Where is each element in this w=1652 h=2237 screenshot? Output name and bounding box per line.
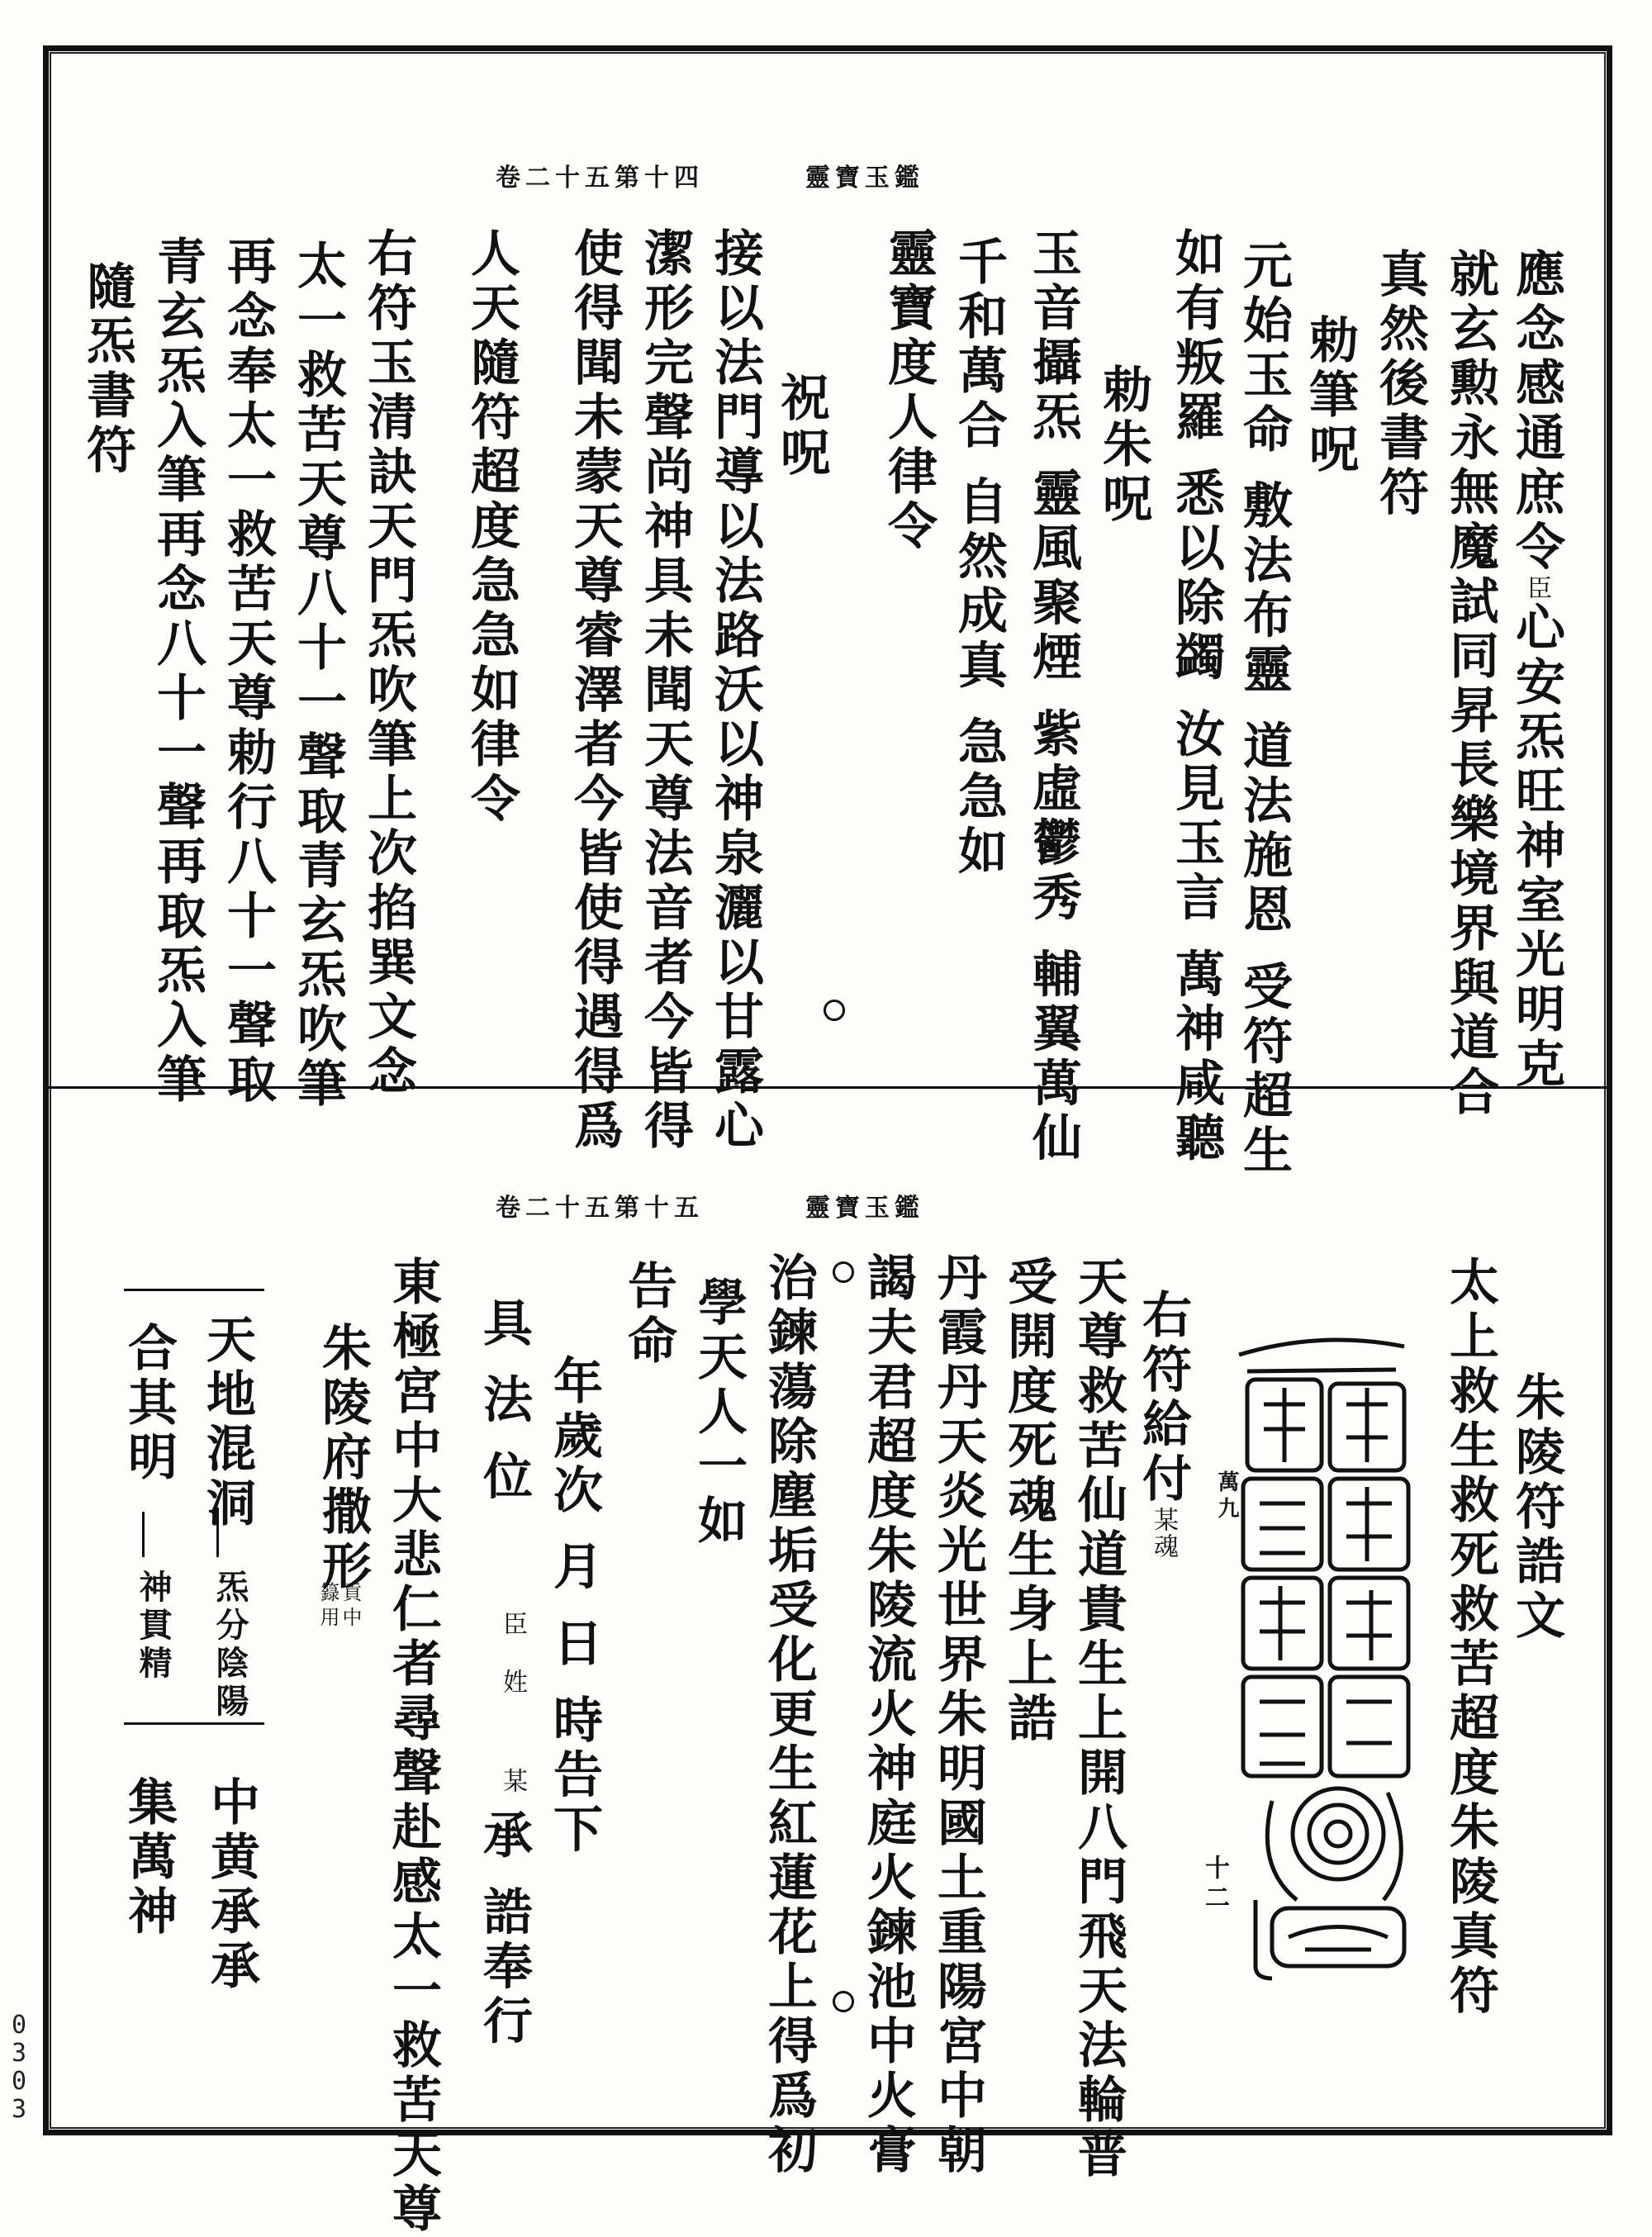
text-column: 祝呪 [772, 372, 830, 481]
text-column: 元始玉命 敷法布靈 道法施恩 受符超生 [1235, 240, 1293, 1179]
text-column: 太上救生救死救苦超度朱陵真符 [1441, 1256, 1499, 2019]
verse-line: 中黄承承 [202, 1776, 260, 1994]
verse-line: 合其明 [120, 1322, 178, 1485]
text-column: 再念奉太一救苦天尊勅行八十一聲取 [219, 235, 277, 1108]
verse-line: 神貫精 [134, 1570, 173, 1684]
text-column: 千和萬合 自然成真 急急如 [950, 235, 1008, 880]
bracket-mark [142, 1512, 145, 1557]
verse-line: 炁分陰陽 [211, 1570, 249, 1722]
verse-line: 天地混洞 [198, 1313, 256, 1532]
text-column: 接以法門導以法路沃以神泉灑以甘露心 [706, 227, 764, 1154]
text-column: 青玄炁入筆再念八十一聲再取炁入筆 [149, 235, 206, 1108]
page-divider [43, 1086, 1612, 1089]
text-column: 朱陵符誥文 [1507, 1371, 1565, 1644]
text-column: 告命 [620, 1260, 677, 1369]
text-annotation: 臣 [498, 1611, 527, 1637]
text-column: 潔形完聲尚神具未聞天尊法音者今皆得 [636, 227, 694, 1154]
text-column: 太一救苦天尊八十一聲取青玄炁吹筆 [289, 240, 347, 1112]
header-top-section: 卷二十五第十四 [496, 164, 704, 192]
seal-annotation: 萬九 [1214, 1470, 1239, 1523]
header-top-title: 靈寶玉鑑 [805, 164, 924, 192]
seal-annotation: 十二 [1200, 1855, 1229, 1914]
text-column: 靈寶度人律令 [880, 227, 938, 554]
text-annotation: 貢中 [339, 1582, 362, 1631]
text-column: 受開度死魂生身上誥 [999, 1256, 1057, 1746]
text-column: 學天人一如 [690, 1276, 748, 1549]
text-column: 如有叛羅 悉以除蠲 汝見玉言 萬神咸聽 [1167, 227, 1225, 1166]
text-column: 應念感通庶令臣心安炁旺神室光明克 [1507, 248, 1565, 1092]
text-column: 隨炁書符 [78, 260, 136, 478]
header-bottom-section: 卷二十五第十五 [496, 1194, 704, 1223]
bracket-line [124, 1289, 264, 1291]
text-column: 謁夫君超度朱陵流火神庭火鍊池中火膏 [859, 1251, 917, 2178]
text-column: 具 法 位 [475, 1297, 533, 1505]
text-column: 真然後書符 [1371, 248, 1429, 520]
bracket-line [124, 1722, 264, 1725]
text-column: 就玄勲永無魔試同昇長樂境界與道合 [1441, 248, 1499, 1120]
text-annotation: 籙用 [316, 1582, 339, 1631]
text-column: 天尊救苦仙道貴生上開八門飛天法輪普 [1070, 1256, 1127, 2182]
verse-line: 集萬神 [120, 1776, 178, 1940]
text-column: 承 誥奉行 [475, 1809, 533, 2049]
circle-mark [824, 1000, 845, 1021]
text-column: 治鍊蕩除塵垢受化更生紅蓮花上得爲初 [760, 1251, 818, 2178]
text-column: 勅筆呪 [1301, 314, 1359, 477]
text-annotation: 姓 [498, 1669, 527, 1695]
text-column: 勅朱呪 [1094, 363, 1152, 527]
text-annotation: 某 [498, 1768, 527, 1794]
text-column: 朱陵府撒形 [314, 1322, 372, 1594]
talisman-seal [1222, 1305, 1421, 1983]
text-column: 丹霞丹天炎光世界朱明國土重陽宮中朝 [929, 1251, 987, 2178]
text-column: 右符玉清訣天門炁吹筆上次掐巽文念 [359, 227, 417, 1100]
text-column: 人天隨符超度急急如律令 [463, 227, 520, 827]
circle-mark [833, 1991, 854, 2012]
text-column: 東極宮中大悲仁者尋聲赴感太一救苦天尊 [384, 1256, 442, 2237]
circle-mark [833, 1261, 854, 1283]
header-top [496, 157, 924, 193]
page-number: 0 3 0 3 [11, 2011, 27, 2124]
text-column: 年歲次 月 日 時告下 [545, 1355, 603, 1858]
text-column: 右符給付某魂 [1134, 1289, 1192, 1560]
header-bottom-title: 靈寶玉鑑 [805, 1194, 924, 1223]
text-column: 使得聞未蒙天尊睿澤者今皆使得遇得爲 [566, 227, 624, 1154]
header-bottom [496, 1187, 924, 1223]
text-column: 玉音攝炁 靈風聚煙 紫虛鬱秀 輔翼萬仙 [1024, 227, 1082, 1166]
